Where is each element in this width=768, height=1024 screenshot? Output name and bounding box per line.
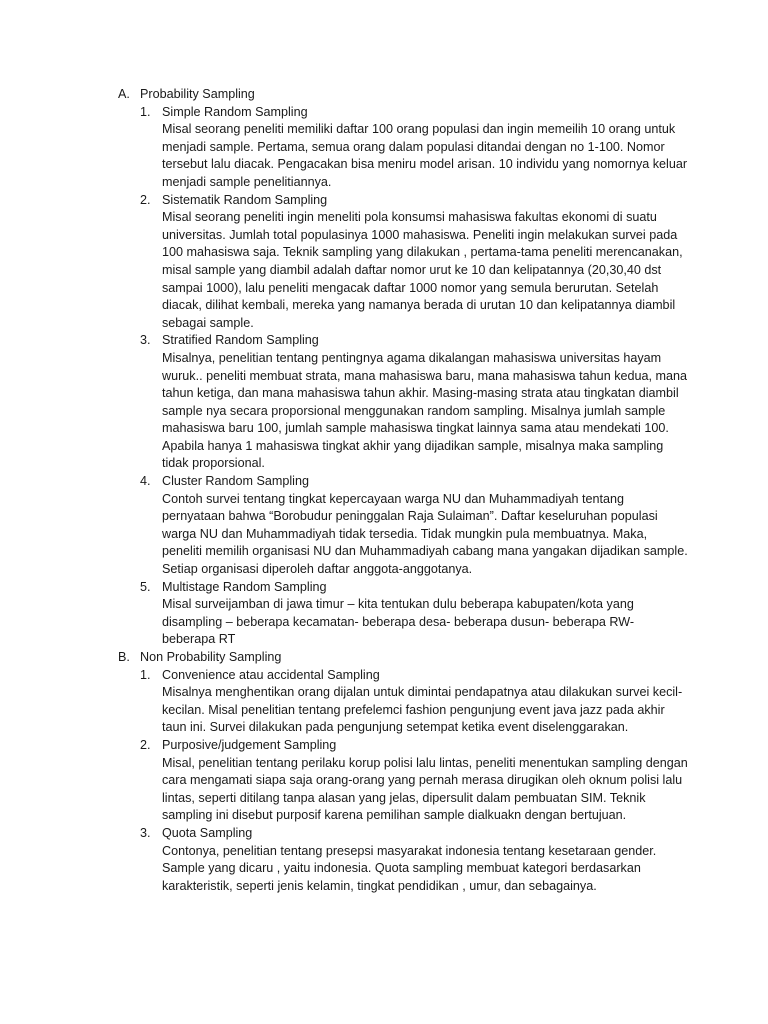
- item-number: 1.: [140, 667, 151, 682]
- item-number: 5.: [140, 579, 151, 594]
- item-number: 3.: [140, 333, 151, 348]
- section-title: Non Probability Sampling: [140, 650, 282, 664]
- list-item: [140, 332, 688, 473]
- section-letter: A.: [118, 87, 130, 101]
- item-heading: [140, 473, 688, 491]
- section-probability-sampling: [118, 86, 688, 649]
- item-body: Misalnya menghentikan orang dijalan untuk dimintai pendapatnya atau dilakukan survei kecil-kecilan. Misal penelitian tentang prefelemci fashion pengunjung event java jazz pada akhir taun ini. Survei dilakukan pada pengunjung setempat ketika event diselenggarakan.: [162, 685, 683, 735]
- list-item: [140, 667, 688, 737]
- item-heading: [140, 579, 688, 597]
- item-body: Contonya, penelitian tentang presepsi masyarakat indonesia tentang kesetaraan gender. Sample yang dicaru , yaitu indonesia. Quota sampling membuat kategori berdasarkan karakteristik, seperti jenis kelamin, tingkat pendidikan , umur, dan sebagainya.: [162, 843, 657, 893]
- item-title: Multistage Random Sampling: [162, 579, 327, 594]
- section-non-probability-sampling: [118, 649, 688, 895]
- item-title: Stratified Random Sampling: [162, 333, 319, 348]
- document-content: [118, 86, 688, 895]
- section-letter: B.: [118, 650, 130, 664]
- item-number: 2.: [140, 192, 151, 207]
- item-heading: [140, 737, 688, 755]
- item-title: Sistematik Random Sampling: [162, 192, 328, 207]
- item-number: 3.: [140, 825, 151, 840]
- item-title: Simple Random Sampling: [162, 104, 308, 119]
- section-title: Probability Sampling: [140, 87, 255, 101]
- list-item: [140, 473, 688, 579]
- item-title: Cluster Random Sampling: [162, 474, 309, 489]
- item-body: Misalnya, penelitian tentang pentingnya agama dikalangan mahasiswa universitas hayam wuruk.. peneliti membuat strata, mana mahasiswa baru, mana mahasiswa tahun kedua, mana tahun ketiga, dan mana mahasiswa tahun akhir. Masing-masing strata atau tingkatan diambil sample nya secara proporsional menggunakan random sampling. Misalnya jumlah sample mahasiswa baru 100, jumlah sample mahasiswa tingkat lainnya sama atau mendekati 100. Apabila hanya 1 mahasiswa tingkat akhir yang dijadikan sample, misalnya maka sampling tidak proporsional.: [162, 350, 688, 471]
- item-title: Convenience atau accidental Sampling: [162, 667, 380, 682]
- item-heading: [140, 825, 688, 843]
- list-item: [140, 192, 688, 333]
- item-heading: [140, 104, 688, 122]
- item-body: Contoh survei tentang tingkat kepercayaan warga NU dan Muhammadiyah tentang pernyataan bahwa “Borobudur peninggalan Raja Sulaiman”. Daftar keseluruhan populasi warga NU dan Muhammadiyah tidak tersedia. Tidak mungkin pula membuatnya. Maka, peneliti memilih organisasi NU dan Muhammadiyah cabang mana yangakan dijadikan sample. Setiap organisasi diperoleh daftar anggota-anggotanya.: [162, 491, 688, 577]
- item-body: Misal surveijamban di jawa timur – kita tentukan dulu beberapa kabupaten/kota yang disampling – beberapa kecamatan- beberapa desa- beberapa dusun- beberapa RW- beberapa RT: [162, 597, 635, 647]
- item-number: 2.: [140, 737, 151, 752]
- list-item: [140, 825, 688, 895]
- item-body: Misal seorang peneliti ingin meneliti pola konsumsi mahasiswa fakultas ekonomi di suatu universitas. Jumlah total populasinya 1000 mahasiswa. Peneliti ingin melakukan survei pada 100 mahasiswa saja. Teknik sampling yang dilakukan , pertama-tama peneliti merencanakan, misal sample yang diambil adalah daftar nomor urut ke 10 dan kelipatannya (20,30,40 dst sampai 1000), lalu peneliti mengacak daftar 1000 nomor yang semula berurutan. Setelah diacak, dilihat kembali, mereka yang namanya berada di urutan 10 dan kelipatannya diambil sebagai sample.: [162, 210, 683, 330]
- item-body: Misal, penelitian tentang perilaku korup polisi lalu lintas, peneliti menentukan sampling dengan cara mengamati siapa saja orang-orang yang pernah merasa dirugikan oleh oknum polisi lalu lintas, seperti ditilang tanpa alasan yang jelas, dipersulit dalam pembuatan SIM. Teknik sampling ini disebut purposif karena pemilihan sample dialkuakn dengan bertujuan.: [162, 755, 688, 823]
- list-item: [140, 737, 688, 825]
- item-title: Quota Sampling: [162, 825, 253, 840]
- item-heading: [140, 332, 688, 350]
- item-title: Purposive/judgement Sampling: [162, 737, 337, 752]
- item-number: 1.: [140, 104, 151, 119]
- item-heading: [140, 667, 688, 685]
- section-heading: [118, 86, 688, 104]
- item-number: 4.: [140, 474, 151, 489]
- item-body: Misal seorang peneliti memiliki daftar 100 orang populasi dan ingin memeilih 10 orang untuk menjadi sample. Pertama, semua orang dalam populasi ditandai dengan no 1-100. Nomor tersebut lalu diacak. Pengacakan bisa meniru model arisan. 10 individu yang nomornya keluar menjadi sample penelitiannya.: [162, 122, 688, 189]
- item-heading: [140, 192, 688, 210]
- list-item: [140, 579, 688, 649]
- section-heading: [118, 649, 688, 667]
- list-item: [140, 104, 688, 192]
